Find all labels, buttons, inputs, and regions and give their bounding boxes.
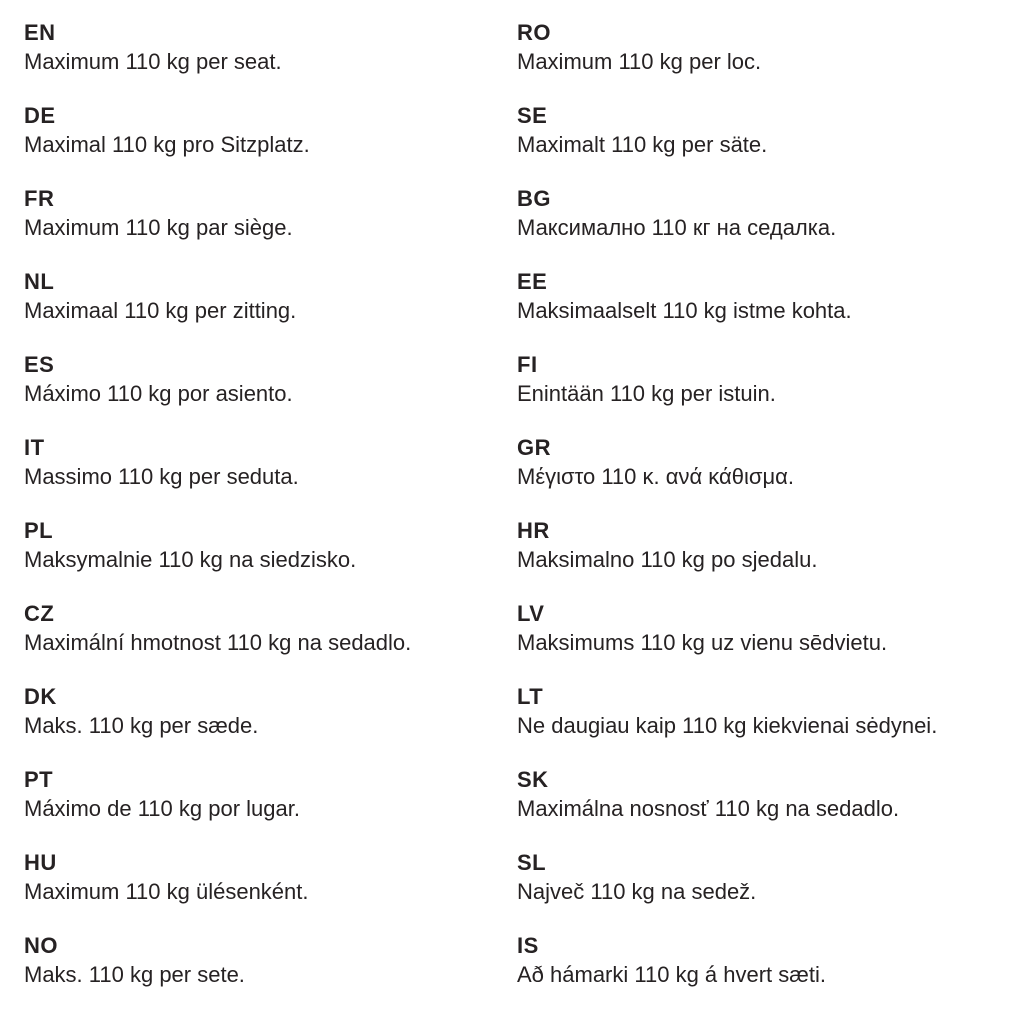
- translation-entry: [24, 600, 517, 657]
- language-code: LT: [517, 684, 544, 709]
- translation-entry: [517, 268, 1016, 325]
- translation-text: Maximum 110 kg ülésenként.: [24, 879, 309, 904]
- translation-text: Ne daugiau kaip 110 kg kiekvienai sėdynei.: [517, 713, 938, 738]
- translation-entry: [24, 185, 517, 242]
- translation-entry: [517, 102, 1016, 159]
- translation-entry: [24, 932, 517, 989]
- translation-text: Að hámarki 110 kg á hvert sæti.: [517, 962, 826, 987]
- translation-text: Maximalt 110 kg per säte.: [517, 132, 768, 157]
- language-code: SE: [517, 103, 548, 128]
- translation-text: Maximální hmotnost 110 kg na sedadlo.: [24, 630, 412, 655]
- language-code: CZ: [24, 601, 55, 626]
- translation-entry: [517, 600, 1016, 657]
- translation-text: Maximum 110 kg per loc.: [517, 49, 762, 74]
- translation-text: Maximum 110 kg par siège.: [24, 215, 293, 240]
- translation-text: Максимално 110 кг на седалка.: [517, 215, 837, 240]
- language-code: HR: [517, 518, 550, 543]
- language-code: EN: [24, 20, 56, 45]
- translation-text: Maksimums 110 kg uz vienu sēdvietu.: [517, 630, 888, 655]
- language-code: SL: [517, 850, 547, 875]
- language-code: FI: [517, 352, 538, 377]
- language-code: BG: [517, 186, 551, 211]
- translation-text: Maksimalno 110 kg po sjedalu.: [517, 547, 818, 572]
- language-code: DE: [24, 103, 56, 128]
- translation-entry: [517, 434, 1016, 491]
- language-code: IS: [517, 933, 539, 958]
- translation-entry: [24, 517, 517, 574]
- translation-text: Maximum 110 kg per seat.: [24, 49, 282, 74]
- translation-entry: [24, 849, 517, 906]
- language-code: PL: [24, 518, 54, 543]
- translation-text: Máximo de 110 kg por lugar.: [24, 796, 300, 821]
- language-code: NL: [24, 269, 55, 294]
- translation-entry: [24, 19, 517, 76]
- language-code: ES: [24, 352, 55, 377]
- translation-text: Μέγιστο 110 κ. ανά κάθισμα.: [517, 464, 794, 489]
- translation-text: Maks. 110 kg per sæde.: [24, 713, 259, 738]
- translation-entry: [517, 849, 1016, 906]
- translation-entry: [24, 351, 517, 408]
- translation-entry: [517, 932, 1016, 989]
- translation-entry: [24, 268, 517, 325]
- translation-text: Maks. 110 kg per sete.: [24, 962, 245, 987]
- translation-text: Maximálna nosnosť 110 kg na sedadlo.: [517, 796, 900, 821]
- language-code: NO: [24, 933, 58, 958]
- language-code: PT: [24, 767, 54, 792]
- translation-entry: [24, 102, 517, 159]
- translation-entry: [24, 683, 517, 740]
- language-code: GR: [517, 435, 551, 460]
- language-code: FR: [24, 186, 55, 211]
- translations-column-right: [517, 19, 1024, 1015]
- translation-text: Maximaal 110 kg per zitting.: [24, 298, 297, 323]
- language-code: RO: [517, 20, 551, 45]
- translation-text: Maksymalnie 110 kg na siedzisko.: [24, 547, 357, 572]
- translation-entry: [517, 517, 1016, 574]
- translation-entry: [517, 19, 1016, 76]
- translation-entry: [24, 434, 517, 491]
- translation-entry: [517, 766, 1016, 823]
- translation-text: Maximal 110 kg pro Sitzplatz.: [24, 132, 310, 157]
- translation-text: Maksimaalselt 110 kg istme kohta.: [517, 298, 852, 323]
- translation-entry: [24, 766, 517, 823]
- language-code: DK: [24, 684, 57, 709]
- language-code: IT: [24, 435, 45, 460]
- language-code: SK: [517, 767, 549, 792]
- language-code: EE: [517, 269, 548, 294]
- translation-entry: [517, 185, 1016, 242]
- translations-column-left: [24, 19, 517, 1015]
- language-code: LV: [517, 601, 545, 626]
- translation-text: Massimo 110 kg per seduta.: [24, 464, 299, 489]
- language-code: HU: [24, 850, 57, 875]
- translation-entry: [517, 683, 1016, 740]
- translation-entry: [517, 351, 1016, 408]
- translation-text: Enintään 110 kg per istuin.: [517, 381, 776, 406]
- translation-text: Máximo 110 kg por asiento.: [24, 381, 293, 406]
- translation-text: Največ 110 kg na sedež.: [517, 879, 757, 904]
